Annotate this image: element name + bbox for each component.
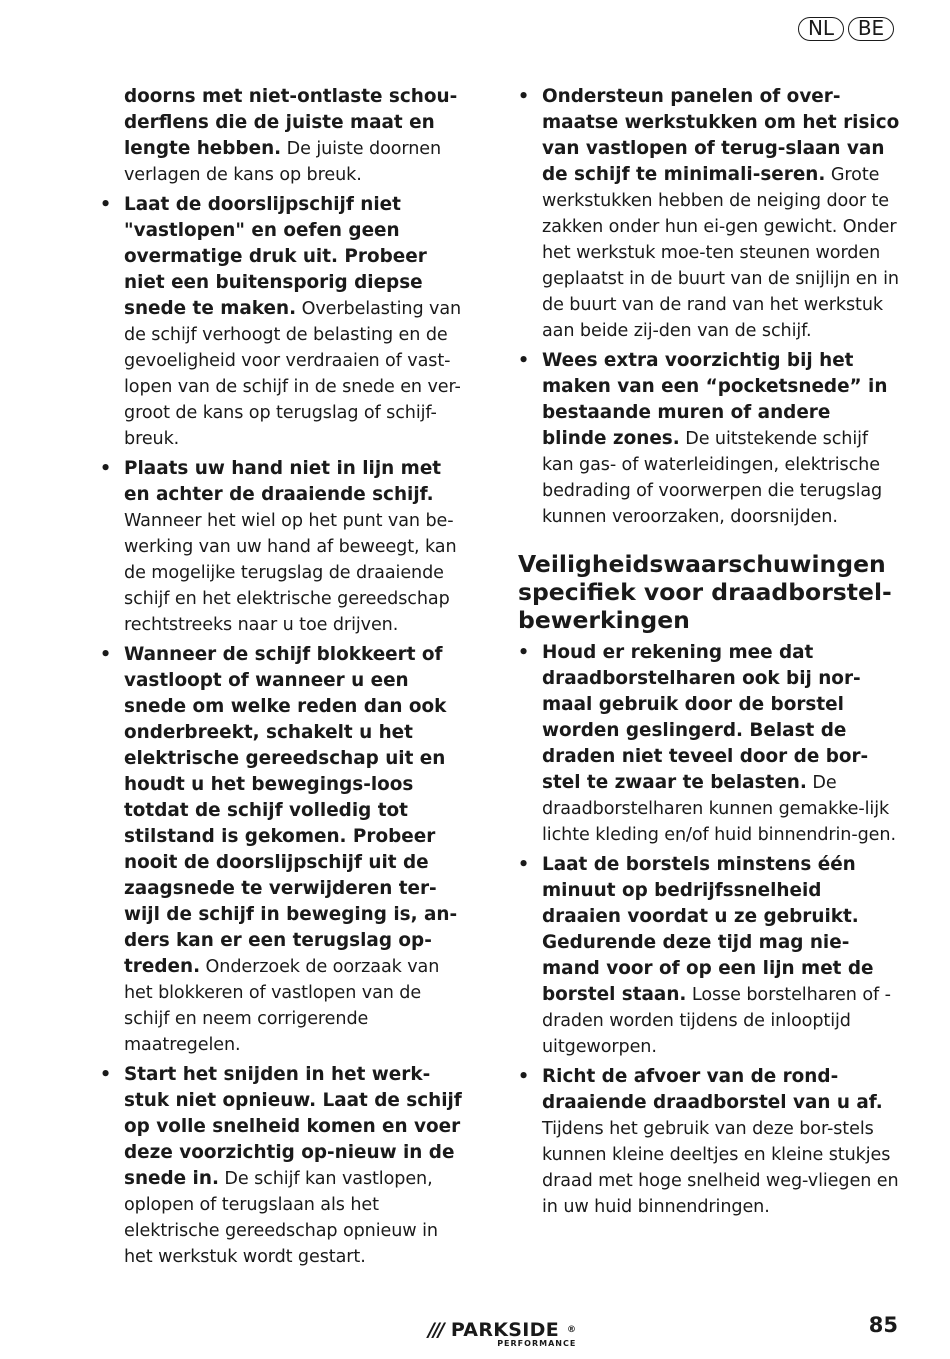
list-item	[518, 640, 900, 848]
brand-subtitle: PERFORMANCE	[497, 1339, 577, 1348]
item-text: Wanneer het wiel op het punt van be-werking van uw hand af beweegt, kan de mogelijke terugslag de draaiende schijf en het elektrische gereedschap rechtstreeks naar u toe drijven.	[124, 511, 457, 635]
item-bold-text: Laat de doorslijpschijf niet "vastlopen" en oefen geen overmatige druk uit. Probeer niet een buitensporig diepse snede te maken.	[124, 194, 427, 319]
list-item	[518, 852, 900, 1060]
bullet-icon: •	[100, 459, 112, 479]
lang-badge-be: BE	[848, 17, 894, 41]
item-text: De draadborstelharen kunnen gemakke-lijk lichte kleding en/of huid binnendrin-gen.	[542, 773, 896, 845]
item-text: De uitstekende schijf kan gas- of waterleidingen, elektrische bedrading of voorwerpen die terugslag kunnen veroorzaken, doorsnijden.	[542, 429, 883, 527]
brand-slashes-icon: ///	[428, 1319, 443, 1341]
registered-mark: ®	[566, 1325, 577, 1335]
bullet-icon: •	[100, 195, 112, 215]
bullet-icon: •	[518, 855, 530, 875]
brand-name: PARKSIDE	[450, 1319, 559, 1341]
list-item	[518, 348, 900, 530]
item-text: De juiste doornen verlagen de kans op breuk.	[124, 139, 442, 185]
item-text: Tijdens het gebruik van deze bor-stels kunnen kleine deeltjes en kleine stukjes draad met hoge snelheid weg-vliegen en in uw huid binnendringen.	[542, 1119, 899, 1217]
section-heading: Veiligheidswaarschuwingen specifiek voor draadborstel-bewerkingen	[518, 550, 892, 634]
item-text: Overbelasting van de schijf verhoogt de belasting en de gevoeligheid voor verdraaien of vast-lopen van de schijf in de snede en ver-groot de kans op terugslag of schijf-breuk.	[124, 299, 462, 449]
page-number: 85	[868, 1313, 898, 1337]
bullet-icon: •	[518, 351, 530, 371]
item-bold-text: Richt de afvoer van de rond-draaiende draadborstel van u af.	[542, 1066, 883, 1113]
brand-logo	[428, 1319, 576, 1348]
list-item	[100, 192, 470, 452]
list-item	[100, 642, 470, 1058]
bullet-icon: •	[100, 645, 112, 665]
item-bold-text: Wees extra voorzichtig bij het maken van een “pocketsnede” in bestaande muren of andere blinde zones.	[542, 350, 888, 449]
list-item	[518, 84, 900, 344]
right-column	[518, 84, 900, 1224]
item-bold-text: Houd er rekening mee dat draadborstelharen ook bij nor-maal gebruik door de borstel worden geslingerd. Belast de draden niet teveel door de bor-stel te zwaar te belasten.	[542, 642, 869, 793]
language-badges	[798, 17, 894, 41]
bullet-icon: •	[100, 1065, 112, 1085]
item-text: Onderzoek de oorzaak van het blokkeren of vastlopen van de schijf en neem corrigerende maatregelen.	[124, 957, 440, 1055]
lang-badge-nl: NL	[798, 17, 844, 41]
item-bold-text: Ondersteun panelen of over-maatse werkstukken om het risico van vastlopen of terug-slaan van de schijf te minimali-seren.	[542, 86, 900, 185]
item-bold-text: doorns met niet-ontlaste schou-derflens die de juiste maat en lengte hebben.	[124, 86, 458, 159]
bullet-icon: •	[518, 87, 530, 107]
left-column	[100, 84, 470, 1274]
item-text: Grote werkstukken hebben de neiging door te zakken onder hun ei-gen gewicht. Onder het werkstuk moe-ten steunen worden geplaatst in de buurt van de snijlijn en in de buurt van de rand van het werkstuk aan beide zij-den van de schijf.	[542, 165, 899, 341]
item-bold-text: Laat de borstels minstens één minuut op bedrijfssnelheid draaien voordat u ze gebruikt. Gedurende deze tijd mag nie-mand voor of op een lijn met de borstel staan.	[542, 854, 874, 1005]
bullet-icon: •	[518, 1067, 530, 1087]
item-bold-text: Wanneer de schijf blokkeert of vastloopt of wanneer u een snede om welke reden dan ook onderbreekt, schakelt u het elektrische gereedschap uit en houdt u het bewegings-loos totdat de schijf volledig tot stilstand is gekomen. Probeer nooit de doorslijpschijf uit de zaagsnede te verwijderen ter-wijl de schijf in beweging is, an-ders kan er een terugslag op-treden.	[124, 644, 458, 977]
list-item	[518, 1064, 900, 1220]
item-text: Losse borstelharen of -draden worden tijdens de inlooptijd uitgeworpen.	[542, 985, 891, 1057]
list-item	[100, 1062, 470, 1270]
list-item	[100, 456, 470, 638]
item-text: De schijf kan vastlopen, oplopen of terugslaan als het elektrische gereedschap opnieuw in het werkstuk wordt gestart.	[124, 1169, 438, 1267]
bullet-icon: •	[518, 643, 530, 663]
item-bold-text: Start het snijden in het werk-stuk niet opnieuw. Laat de schijf op volle snelheid komen en voer deze voorzichtig op-nieuw in de snede in.	[124, 1064, 462, 1189]
item-bold-text: Plaats uw hand niet in lijn met en achter de draaiende schijf.	[124, 458, 442, 505]
list-item	[100, 84, 470, 188]
